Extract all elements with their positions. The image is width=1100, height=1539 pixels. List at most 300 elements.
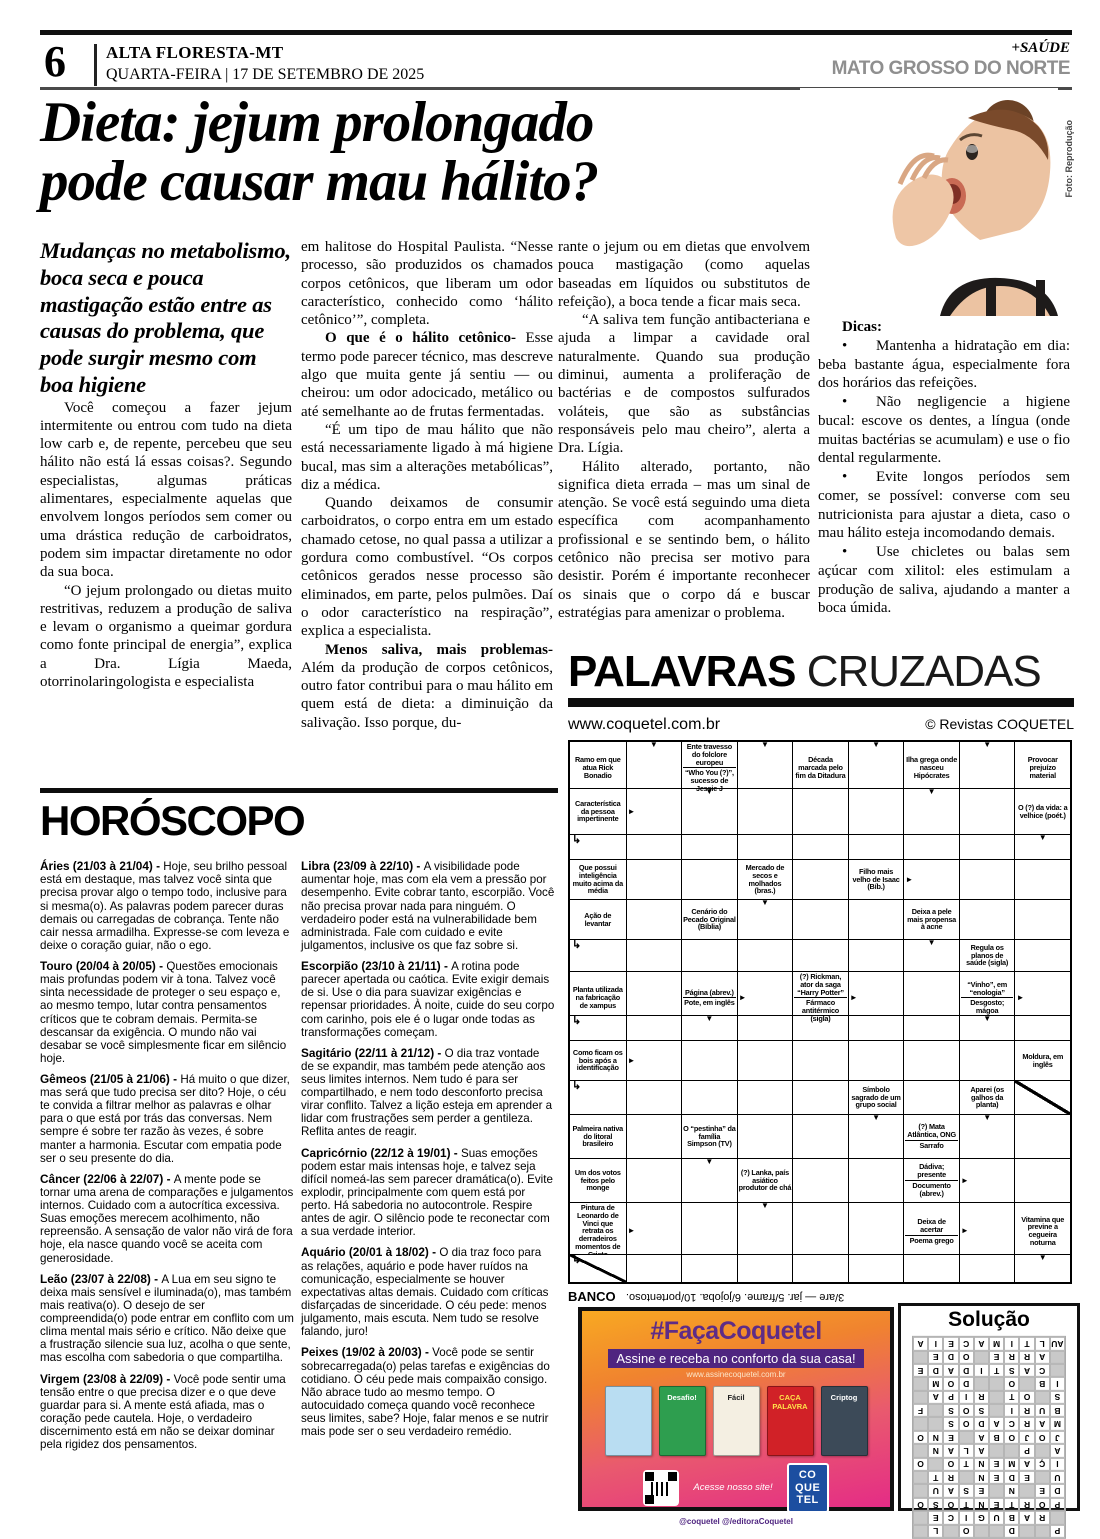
- solution-cell: O: [913, 1498, 928, 1511]
- solution-cell: M: [1050, 1417, 1065, 1430]
- solution-cell: U: [1050, 1471, 1065, 1484]
- solution-cell: E: [943, 1431, 958, 1444]
- solution-cell: S: [959, 1484, 974, 1497]
- crossword-answer-cell: [959, 788, 1015, 834]
- solution-cell: O: [943, 1458, 958, 1471]
- crossword-answer-cell: [959, 1114, 1015, 1158]
- page-number: 6: [44, 37, 66, 86]
- crossword-clue-cell: “Vinho”, em “enologia” Desgosto; mágoa: [959, 971, 1015, 1024]
- crossword-answer-cell: [959, 1158, 1015, 1202]
- solution-cell: E: [974, 1484, 989, 1497]
- crossword-answer-cell: [626, 859, 682, 899]
- crossword-answer-cell: [626, 742, 682, 794]
- crossword-banco: [568, 1289, 1074, 1304]
- crossword-title-light: CRUZADAS: [806, 647, 1041, 696]
- crossword-answer-cell: [1014, 1158, 1070, 1202]
- headline-line-1: Dieta: jejum prolongado: [40, 91, 594, 154]
- crossword-answer-cell: [848, 742, 904, 794]
- solution-cell: [913, 1471, 928, 1484]
- solution-cell: S: [943, 1417, 958, 1430]
- solution-cell: [974, 1524, 989, 1537]
- solution-cell: I: [959, 1391, 974, 1404]
- crossword-answer-cell: [626, 1158, 682, 1202]
- crossword-answer-cell: [792, 1158, 848, 1202]
- crossword-answer-cell: [1014, 939, 1070, 971]
- crossword-answer-cell: [626, 939, 682, 971]
- crossword-diagonal-cell: [570, 1254, 626, 1282]
- solution-cell: R: [974, 1391, 989, 1404]
- crossword-clue-cell: (?) Lanka, país asiático produtor de chá: [737, 1158, 793, 1202]
- crossword-answer-cell: [626, 899, 682, 939]
- solution-cell: P: [943, 1391, 958, 1404]
- crossword-clue-cell: Planta utilizada na fabricação de xampus: [570, 971, 626, 1024]
- solution-cell: D: [959, 1364, 974, 1377]
- horoscope-entry: Gêmeos (21/05 à 21/06) - Há muito o que dizer, mas será que tudo precisa ser dito? Hoje, o céu te convida a filtrar melhor as palavras e olhar para o que está por trás das conversas. Nem sempre é sobre ter razão às vezes, é sobre manter a harmonia. Escutar com empatia pode ser o seu presente do dia.: [40, 1071, 290, 1165]
- crossword-clue-cell: Página (abrev.) Pote, em inglês: [681, 971, 737, 1024]
- solution-cell: N: [928, 1431, 943, 1444]
- solution-cell: A: [974, 1431, 989, 1444]
- photo-credit: Foto: Reprodução: [1064, 120, 1074, 198]
- crossword-answer-cell: [681, 788, 737, 834]
- crossword-title-bold: PALAVRAS: [568, 647, 796, 696]
- solution-cell: [1050, 1364, 1065, 1377]
- horoscope-entry: Câncer (22/06 à 22/07) - A mente pode se tornar uma arena de comparações e julgamentos internos. Cuidado com a autocrítica excessiva. Suas emoções merecem acolhimento, não repreensão. A sensação de valor não virá de fora hoje, ela nasce quando você se aceita com generosidade.: [40, 1171, 294, 1265]
- solution-cell: T: [959, 1498, 974, 1511]
- coquetel-ad: [578, 1307, 894, 1526]
- solution-cell: T: [1004, 1498, 1019, 1511]
- solution-cell: U: [1035, 1404, 1050, 1417]
- crossword-answer-cell: [626, 1080, 682, 1114]
- crossword-title: [568, 647, 1074, 696]
- crossword-answer-cell: [681, 1202, 737, 1260]
- solution-cell: A: [974, 1337, 989, 1350]
- crossword-clue-cell: Palmeira nativa do litoral brasileiro: [570, 1114, 626, 1158]
- crossword-answer-cell: [626, 834, 682, 859]
- solution-cell: [913, 1417, 928, 1430]
- solution-cell: L: [928, 1524, 943, 1537]
- horoscope-rule: [40, 788, 558, 793]
- solution-cell: O: [1035, 1498, 1050, 1511]
- crossword-answer-cell: [792, 834, 848, 859]
- section-tag: +SAÚDE: [1011, 40, 1070, 56]
- horoscope-entry: Libra (23/09 à 22/10) - A visibilidade pode aumentar hoje, mas com ela vem a pressão por desempenho. Evite cobrar tanto, escorpião. Você não precisa provar nada para ninguém. O verdadeiro poder está na vulnerabilidade bem administrada. Fale com cuidado e evite julgamentos, inclusive os que faz sobre si.: [301, 859, 555, 952]
- crossword-clue-cell: Característica da pessoa impertinente: [570, 788, 626, 834]
- solution-cell: R: [943, 1471, 958, 1484]
- crossword-clue-cell: Ilha grega onde nasceu Hipócrates: [903, 742, 959, 794]
- solution-cell: E: [989, 1498, 1004, 1511]
- solution-cell: [913, 1524, 928, 1537]
- tips-title: Dicas:: [842, 319, 882, 335]
- crossword-clue-cell: Filho mais velho de Isaac (Bíb.): [848, 859, 904, 899]
- horoscope-entry: Aquário (20/01 à 18/02) - O dia traz foco para as relações, aquário e pode haver ruídos na comunicação, especialmente se houver expectativas altas demais. Cuidado com críticas disfarçadas de sinceridade. O céu pede: menos julgamento, mais escuta. Nem tudo se resolve falando, juro!: [301, 1245, 549, 1339]
- crossword-clue-cell: O “pestinha” da família Simpson (TV): [681, 1114, 737, 1158]
- solution-cell: [1019, 1524, 1034, 1537]
- solution-cell: U: [928, 1484, 943, 1497]
- crossword-grid: [568, 740, 1072, 1284]
- solution-cell: O: [959, 1417, 974, 1430]
- solution-grid: [912, 1336, 1066, 1539]
- solution-cell: O: [959, 1350, 974, 1363]
- crossword-clue-cell: Provocar prejuízo material: [1014, 742, 1070, 794]
- solution-title: Solução: [948, 1308, 1030, 1331]
- crossword-answer-cell: [792, 899, 848, 939]
- article-paragraph: Hálito alterado, portanto, não significa dieta errada – mas um sinal de atenção. Se você está seguindo uma dieta específica com acompanhamento profissional e se sentindo bem, o hálito cetônico não precisa ser motivo para desistir. Porém é importante reconhecer os sinais que o corpo dá e buscar estratégias para amenizar o problema.: [558, 458, 810, 621]
- solution-cell: A: [989, 1417, 1004, 1430]
- woman-breath-photo: [800, 88, 1058, 316]
- article-headline: [40, 91, 820, 213]
- solution-cell: M: [1004, 1458, 1019, 1471]
- solution-cell: O: [943, 1498, 958, 1511]
- solution-cell: A: [1050, 1444, 1065, 1457]
- crossword-rule: [568, 698, 1074, 707]
- crossword-answer-cell: [737, 1114, 793, 1158]
- solution-cell: I: [928, 1337, 943, 1350]
- article-column-3: [558, 238, 810, 622]
- crossword-answer-cell: [681, 1080, 737, 1114]
- solution-cell: M: [989, 1337, 1004, 1350]
- solution-cell: S: [1050, 1391, 1065, 1404]
- article-paragraph: rante o jejum ou em dietas que envolvem pouca mastigação (como aquelas baseadas em líquidos ou substitutos de refeição), a boca tende a ficar mais seca.: [558, 239, 810, 310]
- solution-cell: [913, 1511, 928, 1524]
- solution-cell: I: [1004, 1337, 1019, 1350]
- crossword-answer-cell: [959, 1015, 1015, 1040]
- horoscope-column-1: [40, 860, 294, 1459]
- solution-cell: [913, 1391, 928, 1404]
- solution-cell: [928, 1417, 943, 1430]
- solution-cell: B: [1004, 1511, 1019, 1524]
- magazine-cover: Desafio!: [659, 1386, 706, 1456]
- solution-cell: E: [943, 1337, 958, 1350]
- solution-cell: D: [928, 1364, 943, 1377]
- solution-cell: T: [959, 1458, 974, 1471]
- magazine-cover: Criptog: [821, 1386, 868, 1456]
- crossword-answer-cell: [792, 1015, 848, 1040]
- solution-cell: C: [943, 1511, 958, 1524]
- crossword-answer-cell: [792, 1254, 848, 1282]
- solution-cell: A: [974, 1444, 989, 1457]
- crossword-clue-cell: Década marcada pelo fim da Ditadura: [792, 742, 848, 794]
- solution-cell: S: [974, 1404, 989, 1417]
- ad-tagline: Assine e receba no conforto da sua casa!: [608, 1349, 863, 1368]
- solution-cell: [989, 1484, 1004, 1497]
- solution-cell: O: [1035, 1431, 1050, 1444]
- crossword-answer-cell: [959, 899, 1015, 939]
- solution-cell: O: [959, 1404, 974, 1417]
- solution-cell: T: [1019, 1337, 1034, 1350]
- crossword-url: www.coquetel.com.br: [568, 716, 721, 733]
- crossword-clue-cell: Como ficam os bois após a identificação: [570, 1040, 626, 1080]
- article-column-1: [40, 238, 292, 691]
- solution-cell: O: [1019, 1391, 1034, 1404]
- banco-hints: 3/are — jar. 5/frame. 6/jojoba. 10/portentoso.: [625, 1290, 844, 1303]
- crossword-clue-cell: Dádiva; presente Documento (abrev.): [903, 1158, 959, 1202]
- solution-cell: [989, 1444, 1004, 1457]
- crossword-answer-cell: [792, 1040, 848, 1080]
- crossword-answer-cell: [681, 1015, 737, 1040]
- crossword-clue-cell: Aparei (os galhos da planta): [959, 1080, 1015, 1114]
- crossword-clue-cell: (?) Rickman, ator da saga “Harry Potter” Fármaco antitérmico (sigla): [792, 971, 848, 1024]
- publication-date: QUARTA-FEIRA | 17 DE SETEMBRO DE 2025: [106, 65, 425, 83]
- crossword-clue-cell: Ente travesso do folclore europeu “Who You (?)”, sucesso de Jessie J: [681, 742, 737, 794]
- solution-cell: T: [989, 1364, 1004, 1377]
- crossword-answer-cell: [737, 1015, 793, 1040]
- solution-cell: I: [959, 1511, 974, 1524]
- ad-url: www.assinecoquetel.com.br: [686, 1370, 786, 1379]
- crossword-answer-cell: [626, 1015, 682, 1040]
- solution-cell: R: [1004, 1350, 1019, 1363]
- crossword-answer-cell: [570, 1015, 626, 1040]
- crossword-answer-cell: [848, 1254, 904, 1282]
- article-paragraph: “A saliva tem função antibacteriana e ajuda a limpar a cavidade oral naturalmente. Quando sua produção diminui, aumenta a proliferação de bactérias e de compostos sulfurados voláteis, que são as substâncias responsáveis pelo mau cheiro”, alerta a Dra. Lígia.: [558, 312, 810, 457]
- solution-cell: [928, 1458, 943, 1471]
- solution-cell: N: [974, 1498, 989, 1511]
- solution-cell: O: [959, 1524, 974, 1537]
- crossword-answer-cell: [792, 939, 848, 971]
- crossword-clue-cell: (?) Mata Atlântica, ONG Sarrafo: [903, 1114, 959, 1158]
- crossword-clue-cell: Vitamina que previne a cegueira noturna: [1014, 1202, 1070, 1260]
- crossword-answer-cell: [626, 1114, 682, 1158]
- headline-line-2: pode causar mau hálito?: [40, 149, 599, 213]
- horoscope-entry: Escorpião (23/10 à 21/11) - A rotina pode parecer apertada ou caótica. Evite exigir demais de si. Use o dia para suavizar exigências e repensar prioridades. À noite, cuide do seu corpo com carinho, pois ele é o lugar onde todas as transformações começam.: [301, 958, 555, 1039]
- solution-cell: J: [1019, 1431, 1034, 1444]
- crossword-answer-cell: [903, 1080, 959, 1114]
- horoscope-entry: Peixes (19/02 à 20/03) - Você pode se sentir sobrecarregada(o) pelas tarefas e exigências do cotidiano. O céu pede mais compaixão consigo. Não abrace tudo ao mesmo tempo. O autocuidado começa quando você reconhece seus limites, sabe? Hoje, falar menos e se nutrir mais pode ser o seu verdadeiro remédio.: [301, 1345, 550, 1439]
- crossword-clue-cell: Deixa a pele mais propensa à acne: [903, 899, 959, 939]
- solution-cell: [989, 1404, 1004, 1417]
- solution-cell: [1035, 1524, 1050, 1537]
- crossword-clue-cell: Regula os planos de saúde (sigla): [959, 939, 1015, 971]
- solution-cell: S: [943, 1404, 958, 1417]
- solution-cell: [959, 1431, 974, 1444]
- solution-cell: O: [1004, 1431, 1019, 1444]
- solution-cell: [913, 1484, 928, 1497]
- crossword-answer-cell: [626, 1202, 682, 1260]
- crossword-clue-cell: O (?) da vida: a velhice (poét.): [1014, 788, 1070, 834]
- solution-cell: U: [989, 1511, 1004, 1524]
- solution-cell: I: [1004, 1404, 1019, 1417]
- crossword-answer-cell: [1014, 1015, 1070, 1040]
- crossword-answer-cell: [959, 859, 1015, 899]
- solution-cell: A: [1019, 1364, 1034, 1377]
- horoscope-entry: Touro (20/04 à 20/05) - Questões emocionais mais profundas podem vir à tona. Talvez você sinta necessidade de proteger o seu espaço e, ao mesmo tempo, lutar contra pensamentos críticos que te cobram demais. Permita-se descansar da exigência. O mundo não vai desabar se você simplesmente ficar em silêncio hoje.: [40, 958, 287, 1065]
- crossword-answer-cell: [903, 859, 959, 899]
- solution-cell: A: [943, 1484, 958, 1497]
- solution-cell: B: [1050, 1404, 1065, 1417]
- brand-logo: MATO GROSSO DO NORTE: [831, 58, 1070, 79]
- solution-cell: E: [1019, 1471, 1034, 1484]
- ad-social-handles: @coquetel @/editoraCoquetel: [679, 1517, 793, 1526]
- crossword-diagonal-cell: [1014, 1080, 1070, 1114]
- crossword-answer-cell: [626, 1040, 682, 1080]
- article-paragraph: Quando deixamos de consumir carboidratos, o corpo entra em um estado chamado cetose, no qual passa a utilizar a gordura como combustível. “Os corpos cetônicos gerados nesse processo são eliminados, em parte, pelos pulmões. Daí o odor característico na respiração”, explica a especialista.: [301, 495, 553, 640]
- crossword-answer-cell: [681, 1040, 737, 1080]
- solution-cell: R: [1019, 1498, 1034, 1511]
- crossword-clue-cell: Pintura de Leonardo de Vinci que retrata os derradeiros momentos de: [570, 1202, 626, 1260]
- solution-cell: [943, 1524, 958, 1537]
- solution-cell: [928, 1404, 943, 1417]
- crossword-answer-cell: [1014, 834, 1070, 859]
- solution-cell: P: [1019, 1444, 1034, 1457]
- solution-cell: M: [928, 1377, 943, 1390]
- crossword-answer-cell: [681, 834, 737, 859]
- solution-cell: [989, 1391, 1004, 1404]
- solution-cell: A: [1035, 1350, 1050, 1363]
- solution-cell: S: [1004, 1364, 1019, 1377]
- solution-cell: T: [928, 1471, 943, 1484]
- crossword-answer-cell: [681, 939, 737, 971]
- crossword-answer-cell: [959, 1040, 1015, 1080]
- solution-cell: P: [1050, 1498, 1065, 1511]
- solution-cell: C: [1004, 1417, 1019, 1430]
- tip-item: • Mantenha a hidratação em dia: beba bastante água, especialmente fora dos horários das refeições.: [818, 337, 1070, 392]
- solution-cell: [1019, 1377, 1034, 1390]
- article-lead: Mudanças no metabolismo, boca seca e pouca mastigação estão entre as causas do problema, que pode surgir mesmo com boa higiene: [40, 238, 291, 397]
- solution-cell: E: [989, 1350, 1004, 1363]
- horoscope-column-2: [301, 860, 555, 1446]
- crossword-answer-cell: [848, 788, 904, 834]
- solution-cell: C: [959, 1337, 974, 1350]
- crossword-answer-cell: [737, 939, 793, 971]
- publication-block: [106, 44, 424, 83]
- crossword-answer-cell: [848, 1015, 904, 1040]
- solution-cell: [913, 1377, 928, 1390]
- crossword-answer-cell: [737, 1202, 793, 1260]
- crossword-answer-cell: [792, 1114, 848, 1158]
- crossword-answer-cell: [959, 742, 1015, 794]
- tip-item: • Use chicletes ou balas sem açúcar com xilitol: eles estimulam a produção de saliva, ajudando a manter a boca úmida.: [818, 544, 1070, 617]
- crossword-clue-cell: Mercado de secos e molhados (bras.): [737, 859, 793, 899]
- publication-name: ALTA FLORESTA-MT: [106, 43, 284, 62]
- crossword-clue-cell: Que possui inteligência muito acima da média: [570, 859, 626, 899]
- crossword-answer-cell: [792, 788, 848, 834]
- solution-cell: R: [1019, 1350, 1034, 1363]
- solution-cell: O: [913, 1431, 928, 1444]
- solution-cell: [1035, 1444, 1050, 1457]
- crossword-clue-cell: Ramo em que atua Rick Bonadio: [574, 755, 621, 780]
- solution-cell: A: [928, 1391, 943, 1404]
- article-paragraph: em halitose do Hospital Paulista. “Nesse processo, são produzidos os chamados corpos cetônicos, que liberam um odor característico, conhecido como ‘hálito cetônico’”, completa.: [301, 239, 553, 329]
- solution-cell: A: [1035, 1417, 1050, 1430]
- solution-cell: [913, 1350, 928, 1363]
- horoscope-entry: Capricórnio (22/12 à 19/01) - Suas emoções podem estar mais intensas hoje, e talvez seja difícil nomeá-las sem parecer dramática(o). Evite explodir, principalmente com quem está por perto. Há sabedoria no autocontrole. Respire antes de agir. O silêncio pode te reconectar com a sua verdade interior.: [301, 1145, 553, 1239]
- solution-cell: A: [1019, 1511, 1034, 1524]
- crossword-answer-cell: [626, 1254, 682, 1282]
- solution-cell: D: [974, 1417, 989, 1430]
- article-photo: [800, 88, 1058, 316]
- solution-cell: R: [1019, 1404, 1034, 1417]
- top-rule: [40, 30, 1072, 35]
- crossword-answer-cell: [681, 1158, 737, 1202]
- solution-cell: [989, 1524, 1004, 1537]
- banco-label: BANCO: [568, 1289, 616, 1304]
- solution-box: [898, 1303, 1080, 1537]
- qr-code-icon: [643, 1470, 679, 1506]
- solution-cell: I: [1050, 1377, 1065, 1390]
- solution-cell: E: [989, 1471, 1004, 1484]
- crossword-answer-cell: [737, 742, 793, 794]
- crossword-clue-cell: Deixa de acertar Poema grego: [903, 1202, 959, 1260]
- solution-cell: O: [1004, 1377, 1019, 1390]
- crossword-answer-cell: [903, 1254, 959, 1282]
- solution-cell: G: [974, 1511, 989, 1524]
- solution-cell: N: [1004, 1484, 1019, 1497]
- crossword-answer-cell: [848, 899, 904, 939]
- crossword-answer-cell: [792, 1202, 848, 1260]
- solution-cell: E: [1035, 1484, 1050, 1497]
- solution-cell: E: [913, 1364, 928, 1377]
- tip-item: • Evite longos períodos sem comer, se possível: converse com seu nutricionista para ajustar a dieta, caso o mau hálito esteja incomodando demais.: [818, 469, 1070, 542]
- article-paragraph: “É um tipo de mau hálito que não está necessariamente ligado à má higiene bucal, mas sim a alterações metabólicas”, diz a médica.: [301, 421, 553, 493]
- article-paragraph: Menos saliva, mais problemas- Além da produção de corpos cetônicos, outro fator contribui para o mau hálito em quem está de dieta: a diminuição da salivação. Isso porque, du-: [301, 641, 554, 731]
- solution-cell: D: [959, 1377, 974, 1390]
- solution-cell: L: [1035, 1337, 1050, 1350]
- crossword-answer-cell: [848, 939, 904, 971]
- solution-cell: A: [1019, 1458, 1034, 1471]
- crossword-answer-cell: [1014, 859, 1070, 899]
- crossword-answer-cell: [737, 834, 793, 859]
- horoscope-entry: Áries (21/03 à 21/04) - Hoje, seu brilho pessoal está em destaque, mas talvez você sinta que precisa provar algo o tempo todo, inclusive para si mesma(o). As palavras podem parecer duras demais ou carregadas de cobrança. Tente não cair nessa armadilha. Expresse-se com leveza e deixe o coração guiar, não o ego.: [40, 859, 290, 952]
- solution-cell: [974, 1377, 989, 1390]
- horoscope-entry: Sagitário (22/11 à 21/12) - O dia traz vontade de se expandir, mas também pede atenção aos seus limites internos. Nem tudo é para ser compartilhado, e nem todo desconforto precisa virar conflito. Talvez a lição esteja em aprender a lidar com frustrações sem perder a gentileza. Reflita antes de reagir.: [301, 1045, 553, 1139]
- solution-cell: B: [1035, 1377, 1050, 1390]
- crossword-answer-cell: [737, 1080, 793, 1114]
- solution-cell: Ç: [1035, 1458, 1050, 1471]
- solution-cell: R: [1035, 1511, 1050, 1524]
- article-paragraph: O que é o hálito cetônico- Esse termo pode parecer técnico, mas descreve algo que muita gente já sentiu — ou cheirou: um odor adocicado, metálico ou até semelhante ao de frutas fermentadas.: [301, 330, 553, 420]
- solution-cell: [959, 1471, 974, 1484]
- magazine-cover: Fácil: [713, 1386, 760, 1456]
- crossword-answer-cell: [737, 899, 793, 939]
- solution-cell: N: [974, 1458, 989, 1471]
- crossword-clue-cell: Cenário do Pecado Original (Bíblia): [681, 899, 737, 939]
- solution-cell: [974, 1350, 989, 1363]
- crossword-answer-cell: [848, 1040, 904, 1080]
- solution-cell: I: [1050, 1458, 1065, 1471]
- solution-cell: AU: [1051, 1338, 1064, 1349]
- crossword-answer-cell: [737, 1254, 793, 1282]
- solution-cell: C: [1035, 1364, 1050, 1377]
- crossword-clue-cell: Ação de levantar: [570, 899, 626, 939]
- crossword-answer-cell: [1014, 1114, 1070, 1158]
- solution-cell: E: [989, 1458, 1004, 1471]
- solution-cell: A: [913, 1337, 928, 1350]
- solution-cell: D: [1004, 1471, 1019, 1484]
- coquetel-logo: CO QUE TEL: [787, 1463, 829, 1513]
- crossword-answer-cell: [570, 1080, 626, 1114]
- solution-cell: R: [1019, 1417, 1034, 1430]
- tip-item: • Não negligencie a higiene bucal: escove os dentes, a língua (onde muitas bactérias se acumulam) e use o fio dental regularmente.: [818, 394, 1070, 467]
- solution-cell: B: [989, 1431, 1004, 1444]
- solution-cell: [1050, 1350, 1065, 1363]
- crossword-answer-cell: [681, 1254, 737, 1282]
- ad-qr-caption: Acesse nosso site!: [693, 1481, 773, 1493]
- crossword-answer-cell: [792, 1080, 848, 1114]
- solution-cell: N: [928, 1444, 943, 1457]
- crossword-answer-cell: [959, 834, 1015, 859]
- article-paragraph: Você começou a fazer jejum intermitente ou entrou com tudo na dieta low carb e, de repente, percebeu que seu hálito não está lá essas coisas?. Segundo especialistas, algumas práticas alimentares, especialmente aquelas que envolvem longos períodos sem comer ou uma drástica redução de carboidratos, podem sim impactar diretamente no odor da sua boca.: [40, 399, 292, 581]
- horoscope-entry: Leão (23/07 à 22/08) - A Lua em seu signo te deixa mais sensível e iluminada(o), mas também mais reativa(o). O desejo de ser compreendida(o) pode entrar em conflito com um clima mental mais sério e crítico. Não deixe que a frustração silencie sua luz, acolha o que sente, mas escolha com sabedoria o que compartilha.: [40, 1271, 294, 1365]
- ad-hashtag: #FaçaCoquetel: [650, 1317, 822, 1345]
- solution-cell: A: [943, 1364, 958, 1377]
- crossword-answer-cell: [903, 1015, 959, 1040]
- crossword-clue-cell: Símbolo sagrado de um grupo social: [848, 1080, 904, 1114]
- solution-cell: A: [943, 1444, 958, 1457]
- crossword-answer-cell: [959, 1254, 1015, 1282]
- solution-cell: P: [1050, 1524, 1065, 1537]
- crossword-answer-cell: [737, 788, 793, 834]
- solution-cell: [913, 1444, 928, 1457]
- crossword-clue-cell: Um dos votos feitos pelo monge: [570, 1158, 626, 1202]
